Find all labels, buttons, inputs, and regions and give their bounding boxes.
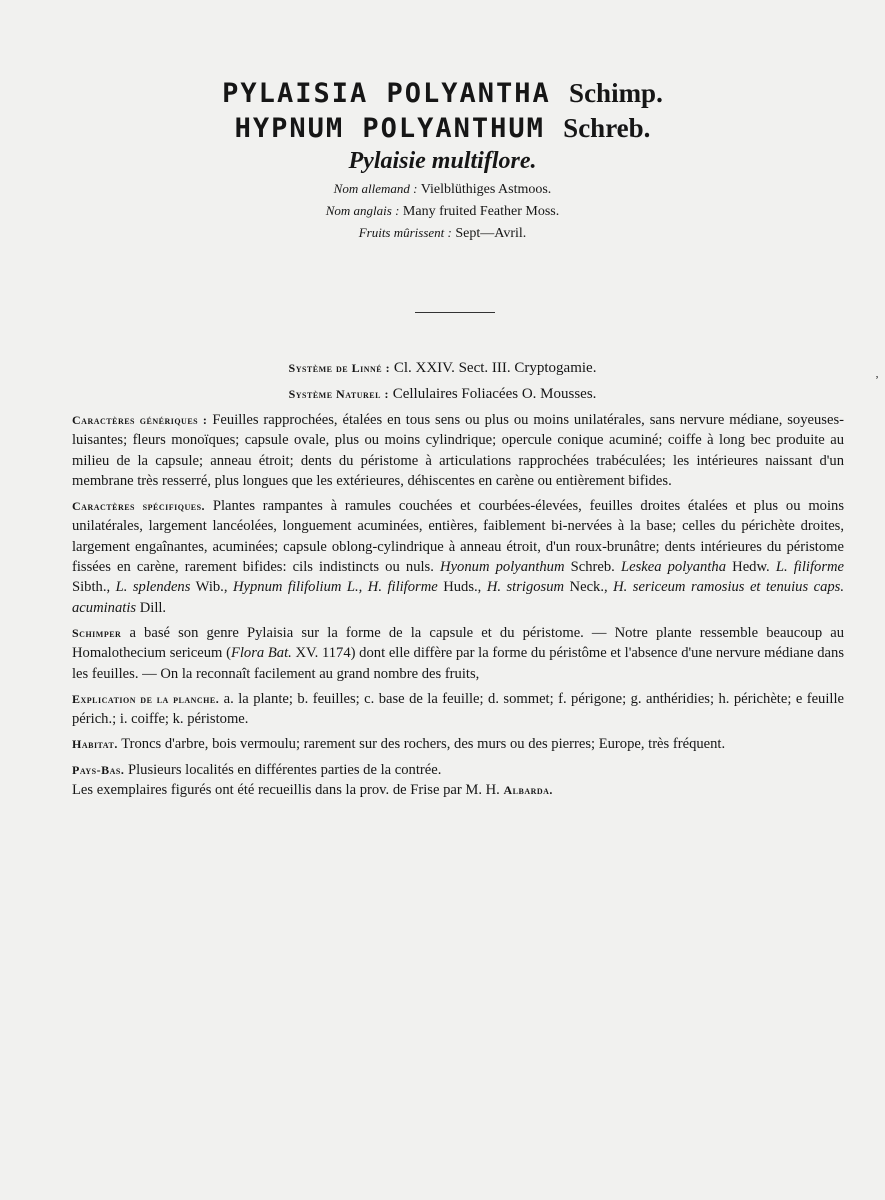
nom-allemand-label: Nom allemand : (333, 181, 418, 196)
fruits-line (0, 222, 885, 244)
separator-rule (415, 312, 495, 313)
synonym-2-author: Hedw. (732, 559, 770, 576)
habitat-text: Troncs d'arbre, bois vermoulu; rarement sur des rochers, des murs ou des pierres; Europe, très fréquent. (121, 736, 726, 753)
exemplaires-text: Les exemplaires figurés ont été recueillis dans la prov. de Frise par M. H. (72, 782, 500, 799)
exemplaires-paragraph (72, 780, 844, 800)
species-name: PYLAISIA POLYANTHA (222, 78, 551, 109)
pays-bas-label: Pays-Bas. (72, 762, 125, 777)
nom-anglais-label: Nom anglais : (325, 203, 400, 218)
synonym-1-author: Schreb. (570, 559, 615, 576)
nom-allemand-value: Vielblüthiges Astmoos. (420, 182, 552, 197)
habitat-paragraph (72, 734, 844, 754)
systeme-naturel-label: Système Naturel : (288, 387, 389, 401)
synonym-author: Schreb. (563, 113, 651, 143)
synonym-8-author: Dill. (139, 599, 167, 616)
fruits-label: Fruits mûrissent : (358, 225, 452, 240)
synonym-7-author: Neck., (569, 579, 608, 596)
specific-characters-label: Caractères spécifiques. (72, 499, 206, 514)
title-block (0, 76, 885, 244)
synonym-8: H. sericeum ramosius et tenuius caps. acuminatis (72, 579, 844, 616)
specific-characters-paragraph (72, 496, 844, 618)
systeme-naturel-line (0, 384, 885, 404)
species-title (0, 76, 885, 111)
synonym-6-author: Huds., (443, 579, 482, 596)
schimper-text-2: XV. 1174) dont elle diffère par la forme du péristôme et l'absence d'une nervure médiane dans les feuilles. — On la reconnaît facilement au grand nombre des fruits, (72, 645, 844, 682)
habitat-label: Habitat. (72, 737, 118, 752)
generic-characters-paragraph (72, 410, 844, 491)
synonym-3: L. filiforme (775, 559, 845, 576)
schimper-text-1: a basé son genre Pylaisia sur la forme de la capsule et du péristome. — Notre plante ressemble beaucoup au Homalothecium sericeum ( (72, 624, 845, 662)
synonym-4-author: Wib., (195, 579, 228, 596)
body-text (72, 410, 844, 805)
explication-label: Explication de la planche. (72, 691, 220, 706)
species-author: Schimp. (569, 78, 663, 108)
synonym-7: H. strigosum (486, 579, 565, 596)
explication-text: a. la plante; b. feuilles; c. base de la feuille; d. sommet; f. périgone; g. anthéridies; h. périchète; e feuille périch.; i. coiffe; k. péristome. (72, 690, 844, 728)
synonym-2: Leskea polyantha (620, 559, 727, 576)
synonym-6: H. filiforme (367, 579, 438, 596)
synonym-name: HYPNUM POLYANTHUM (234, 113, 545, 144)
collector-name: Albarda. (503, 783, 553, 798)
nom-anglais-value: Many fruited Feather Moss. (402, 204, 560, 219)
explication-paragraph (72, 689, 844, 730)
nom-anglais-line (0, 200, 885, 222)
pays-bas-paragraph (72, 760, 844, 780)
specific-characters-text: Plantes rampantes à ramules couchées et courbées-élevées, feuilles droites étalées et plus ou moins unilatérales, largement lancéolées, longuement acuminées, entières, faiblement bi-nervées à la base; celles du périchète droites, largement engaînantes, acuminées; capsule oblong-cylindrique à anneau étroit, d'un roux-brunâtre; dents intérieures du péristome fissées en carène, rarement bifides: cils indistincts ou nuls. (72, 498, 845, 576)
schimper-paragraph (72, 623, 844, 684)
generic-characters-text: Feuilles rapprochées, étalées en tous sens ou plus ou moins unilatérales, sans nervure médiane, soyeuses-luisantes; fleurs monoïques; capsule ovale, plus ou moins cylindrique; opercule conique acuminé; coiffe à long bec produite au milieu de la capsule; anneau étroit; dents du péristome à articulations rapprochées trabéculées; les intérieures naissant d'un membrane très resserré, plus longues que les extérieures, déhiscentes en carène ou entièrement bifides. (72, 412, 844, 489)
french-name: Pylaisie multiflore. (348, 148, 537, 174)
schimper-citation: Flora Bat. (230, 645, 292, 662)
schimper-label: Schimper (72, 625, 122, 640)
systeme-linne-label: Système de Linné : (288, 361, 391, 375)
synonym-5: Hypnum filifolium L., (232, 579, 363, 596)
synonym-3-author: Sibth., (72, 579, 111, 596)
nom-allemand-line (0, 178, 885, 200)
synonym-title (0, 111, 885, 146)
generic-characters-label: Caractères génériques : (72, 413, 208, 427)
synonym-4: L. splendens (115, 579, 191, 596)
synonym-1: Hyonum polyanthum (440, 559, 565, 576)
fruits-value: Sept—Avril. (455, 226, 527, 241)
edge-mark: ‚ (875, 366, 879, 380)
systeme-naturel-value: Cellulaires Foliacées O. Mousses. (392, 386, 597, 402)
systeme-linne-value: Cl. XXIV. Sect. III. Cryptogamie. (393, 360, 597, 376)
systeme-linne-line (0, 358, 885, 378)
pays-bas-text: Plusieurs localités en différentes parties de la contrée. (127, 761, 442, 778)
